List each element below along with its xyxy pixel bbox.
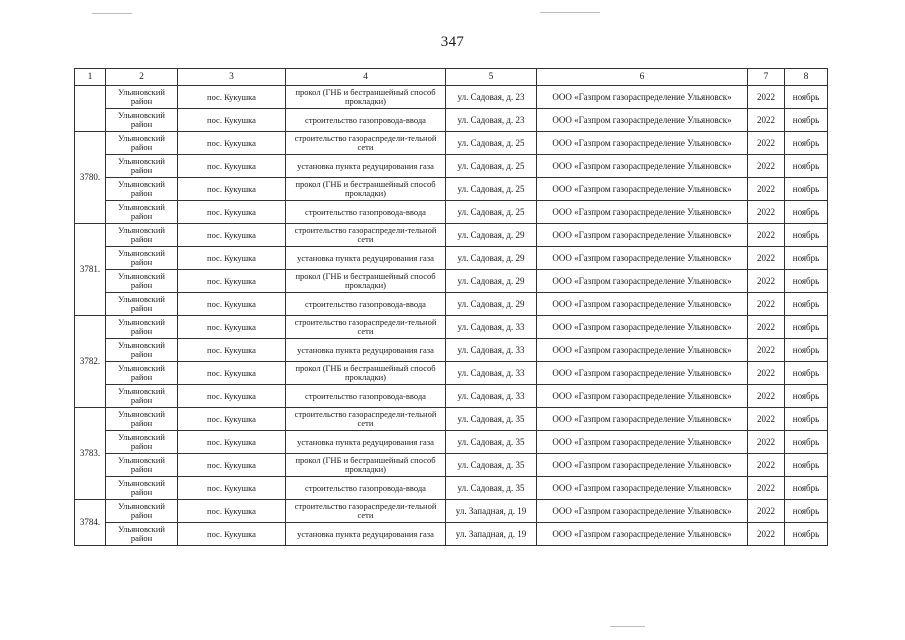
district-cell: Ульяновский район [106, 155, 178, 178]
year-cell: 2022 [748, 362, 785, 385]
year-cell: 2022 [748, 385, 785, 408]
month-cell: ноябрь [785, 523, 828, 546]
work-type-cell: строительство газопровода-ввода [286, 385, 446, 408]
organization-cell: ООО «Газпром газораспределение Ульяновск» [537, 385, 748, 408]
work-type-cell: установка пункта редуцирования газа [286, 247, 446, 270]
settlement-cell: пос. Кукушка [178, 293, 286, 316]
year-cell: 2022 [748, 523, 785, 546]
table-row [75, 385, 828, 408]
column-header: 2 [106, 69, 178, 86]
table-row [75, 339, 828, 362]
work-type-cell: строительство газопровода-ввода [286, 201, 446, 224]
organization-cell: ООО «Газпром газораспределение Ульяновск» [537, 431, 748, 454]
year-cell: 2022 [748, 477, 785, 500]
settlement-cell: пос. Кукушка [178, 362, 286, 385]
scan-artifact [92, 13, 132, 14]
table-row [75, 408, 828, 431]
district-cell: Ульяновский район [106, 316, 178, 339]
settlement-cell: пос. Кукушка [178, 500, 286, 523]
month-cell: ноябрь [785, 454, 828, 477]
settlement-cell: пос. Кукушка [178, 270, 286, 293]
month-cell: ноябрь [785, 431, 828, 454]
month-cell: ноябрь [785, 155, 828, 178]
table-row [75, 523, 828, 546]
page-number: 347 [440, 34, 465, 50]
work-type-cell: строительство газораспредели-тельной сети [286, 408, 446, 431]
column-header: 5 [446, 69, 537, 86]
district-cell: Ульяновский район [106, 523, 178, 546]
address-cell: ул. Садовая, д. 35 [446, 431, 537, 454]
year-cell: 2022 [748, 247, 785, 270]
organization-cell: ООО «Газпром газораспределение Ульяновск» [537, 270, 748, 293]
work-type-cell: установка пункта редуцирования газа [286, 431, 446, 454]
work-type-cell: прокол (ГНБ и бестраншейный способ прокладки) [286, 454, 446, 477]
month-cell: ноябрь [785, 316, 828, 339]
settlement-cell: пос. Кукушка [178, 523, 286, 546]
organization-cell: ООО «Газпром газораспределение Ульяновск» [537, 293, 748, 316]
month-cell: ноябрь [785, 408, 828, 431]
address-cell: ул. Западная, д. 19 [446, 523, 537, 546]
address-cell: ул. Западная, д. 19 [446, 500, 537, 523]
address-cell: ул. Садовая, д. 25 [446, 178, 537, 201]
scan-artifact [610, 626, 645, 627]
table-row [75, 431, 828, 454]
organization-cell: ООО «Газпром газораспределение Ульяновск» [537, 178, 748, 201]
record-number-cell: 3781. [75, 224, 106, 316]
month-cell: ноябрь [785, 201, 828, 224]
record-number-cell: 3783. [75, 408, 106, 500]
district-cell: Ульяновский район [106, 224, 178, 247]
address-cell: ул. Садовая, д. 33 [446, 339, 537, 362]
district-cell: Ульяновский район [106, 109, 178, 132]
organization-cell: ООО «Газпром газораспределение Ульяновск» [537, 132, 748, 155]
table-row [75, 293, 828, 316]
month-cell: ноябрь [785, 109, 828, 132]
work-type-cell: строительство газораспредели-тельной сети [286, 224, 446, 247]
address-cell: ул. Садовая, д. 35 [446, 477, 537, 500]
work-type-cell: строительство газопровода-ввода [286, 109, 446, 132]
year-cell: 2022 [748, 224, 785, 247]
address-cell: ул. Садовая, д. 25 [446, 201, 537, 224]
table-row [75, 132, 828, 155]
address-cell: ул. Садовая, д. 33 [446, 362, 537, 385]
month-cell: ноябрь [785, 247, 828, 270]
settlement-cell: пос. Кукушка [178, 408, 286, 431]
work-type-cell: строительство газораспредели-тельной сети [286, 316, 446, 339]
table-row [75, 316, 828, 339]
year-cell: 2022 [748, 201, 785, 224]
month-cell: ноябрь [785, 477, 828, 500]
year-cell: 2022 [748, 293, 785, 316]
settlement-cell: пос. Кукушка [178, 132, 286, 155]
work-type-cell: строительство газопровода-ввода [286, 477, 446, 500]
month-cell: ноябрь [785, 385, 828, 408]
organization-cell: ООО «Газпром газораспределение Ульяновск» [537, 86, 748, 109]
year-cell: 2022 [748, 431, 785, 454]
table-body [75, 86, 828, 546]
column-header: 3 [178, 69, 286, 86]
settlement-cell: пос. Кукушка [178, 385, 286, 408]
year-cell: 2022 [748, 270, 785, 293]
table-row [75, 224, 828, 247]
organization-cell: ООО «Газпром газораспределение Ульяновск» [537, 224, 748, 247]
address-cell: ул. Садовая, д. 33 [446, 385, 537, 408]
column-header: 6 [537, 69, 748, 86]
settlement-cell: пос. Кукушка [178, 201, 286, 224]
address-cell: ул. Садовая, д. 29 [446, 247, 537, 270]
month-cell: ноябрь [785, 362, 828, 385]
address-cell: ул. Садовая, д. 35 [446, 408, 537, 431]
month-cell: ноябрь [785, 500, 828, 523]
month-cell: ноябрь [785, 132, 828, 155]
address-cell: ул. Садовая, д. 25 [446, 132, 537, 155]
work-type-cell: прокол (ГНБ и бестраншейный способ прокладки) [286, 270, 446, 293]
scan-artifact [540, 12, 600, 13]
settlement-cell: пос. Кукушка [178, 431, 286, 454]
column-header: 4 [286, 69, 446, 86]
district-cell: Ульяновский район [106, 431, 178, 454]
table-row [75, 155, 828, 178]
work-type-cell: прокол (ГНБ и бестраншейный способ прокладки) [286, 178, 446, 201]
year-cell: 2022 [748, 155, 785, 178]
record-number-cell [75, 86, 106, 132]
address-cell: ул. Садовая, д. 35 [446, 454, 537, 477]
year-cell: 2022 [748, 178, 785, 201]
settlement-cell: пос. Кукушка [178, 178, 286, 201]
column-header: 8 [785, 69, 828, 86]
month-cell: ноябрь [785, 270, 828, 293]
organization-cell: ООО «Газпром газораспределение Ульяновск» [537, 362, 748, 385]
table-row [75, 362, 828, 385]
month-cell: ноябрь [785, 86, 828, 109]
organization-cell: ООО «Газпром газораспределение Ульяновск» [537, 454, 748, 477]
table-row [75, 454, 828, 477]
district-cell: Ульяновский район [106, 132, 178, 155]
month-cell: ноябрь [785, 178, 828, 201]
organization-cell: ООО «Газпром газораспределение Ульяновск» [537, 155, 748, 178]
table-row [75, 201, 828, 224]
record-number-cell: 3782. [75, 316, 106, 408]
work-type-cell: установка пункта редуцирования газа [286, 155, 446, 178]
table-row [75, 500, 828, 523]
year-cell: 2022 [748, 316, 785, 339]
work-type-cell: строительство газораспредели-тельной сети [286, 500, 446, 523]
year-cell: 2022 [748, 408, 785, 431]
district-cell: Ульяновский район [106, 454, 178, 477]
address-cell: ул. Садовая, д. 23 [446, 109, 537, 132]
district-cell: Ульяновский район [106, 201, 178, 224]
record-number-cell: 3780. [75, 132, 106, 224]
organization-cell: ООО «Газпром газораспределение Ульяновск» [537, 339, 748, 362]
table-row [75, 477, 828, 500]
year-cell: 2022 [748, 109, 785, 132]
organization-cell: ООО «Газпром газораспределение Ульяновск» [537, 109, 748, 132]
organization-cell: ООО «Газпром газораспределение Ульяновск» [537, 247, 748, 270]
organization-cell: ООО «Газпром газораспределение Ульяновск» [537, 500, 748, 523]
organization-cell: ООО «Газпром газораспределение Ульяновск» [537, 523, 748, 546]
district-cell: Ульяновский район [106, 178, 178, 201]
address-cell: ул. Садовая, д. 25 [446, 155, 537, 178]
district-cell: Ульяновский район [106, 86, 178, 109]
table-row [75, 109, 828, 132]
year-cell: 2022 [748, 86, 785, 109]
organization-cell: ООО «Газпром газораспределение Ульяновск» [537, 316, 748, 339]
work-type-cell: строительство газораспредели-тельной сети [286, 132, 446, 155]
district-cell: Ульяновский район [106, 385, 178, 408]
work-type-cell: прокол (ГНБ и бестраншейный способ прокладки) [286, 362, 446, 385]
column-header-row [75, 69, 828, 86]
table-row [75, 247, 828, 270]
month-cell: ноябрь [785, 293, 828, 316]
district-cell: Ульяновский район [106, 477, 178, 500]
column-header: 7 [748, 69, 785, 86]
settlement-cell: пос. Кукушка [178, 155, 286, 178]
table-row [75, 270, 828, 293]
district-cell: Ульяновский район [106, 339, 178, 362]
district-cell: Ульяновский район [106, 270, 178, 293]
work-type-cell: установка пункта редуцирования газа [286, 339, 446, 362]
month-cell: ноябрь [785, 339, 828, 362]
settlement-cell: пос. Кукушка [178, 86, 286, 109]
settlement-cell: пос. Кукушка [178, 477, 286, 500]
address-cell: ул. Садовая, д. 29 [446, 224, 537, 247]
work-type-cell: прокол (ГНБ и бестраншейный способ прокладки) [286, 86, 446, 109]
district-cell: Ульяновский район [106, 247, 178, 270]
address-cell: ул. Садовая, д. 23 [446, 86, 537, 109]
year-cell: 2022 [748, 454, 785, 477]
address-cell: ул. Садовая, д. 29 [446, 293, 537, 316]
settlement-cell: пос. Кукушка [178, 247, 286, 270]
settlement-cell: пос. Кукушка [178, 454, 286, 477]
work-type-cell: установка пункта редуцирования газа [286, 523, 446, 546]
year-cell: 2022 [748, 132, 785, 155]
table-row [75, 86, 828, 109]
record-number-cell: 3784. [75, 500, 106, 546]
settlement-cell: пос. Кукушка [178, 339, 286, 362]
organization-cell: ООО «Газпром газораспределение Ульяновск» [537, 408, 748, 431]
organization-cell: ООО «Газпром газораспределение Ульяновск» [537, 201, 748, 224]
year-cell: 2022 [748, 339, 785, 362]
month-cell: ноябрь [785, 224, 828, 247]
district-cell: Ульяновский район [106, 293, 178, 316]
district-cell: Ульяновский район [106, 500, 178, 523]
year-cell: 2022 [748, 500, 785, 523]
work-type-cell: строительство газопровода-ввода [286, 293, 446, 316]
works-table [74, 68, 828, 546]
table-row [75, 178, 828, 201]
district-cell: Ульяновский район [106, 408, 178, 431]
address-cell: ул. Садовая, д. 29 [446, 270, 537, 293]
settlement-cell: пос. Кукушка [178, 109, 286, 132]
address-cell: ул. Садовая, д. 33 [446, 316, 537, 339]
district-cell: Ульяновский район [106, 362, 178, 385]
settlement-cell: пос. Кукушка [178, 316, 286, 339]
settlement-cell: пос. Кукушка [178, 224, 286, 247]
column-header: 1 [75, 69, 106, 86]
organization-cell: ООО «Газпром газораспределение Ульяновск» [537, 477, 748, 500]
